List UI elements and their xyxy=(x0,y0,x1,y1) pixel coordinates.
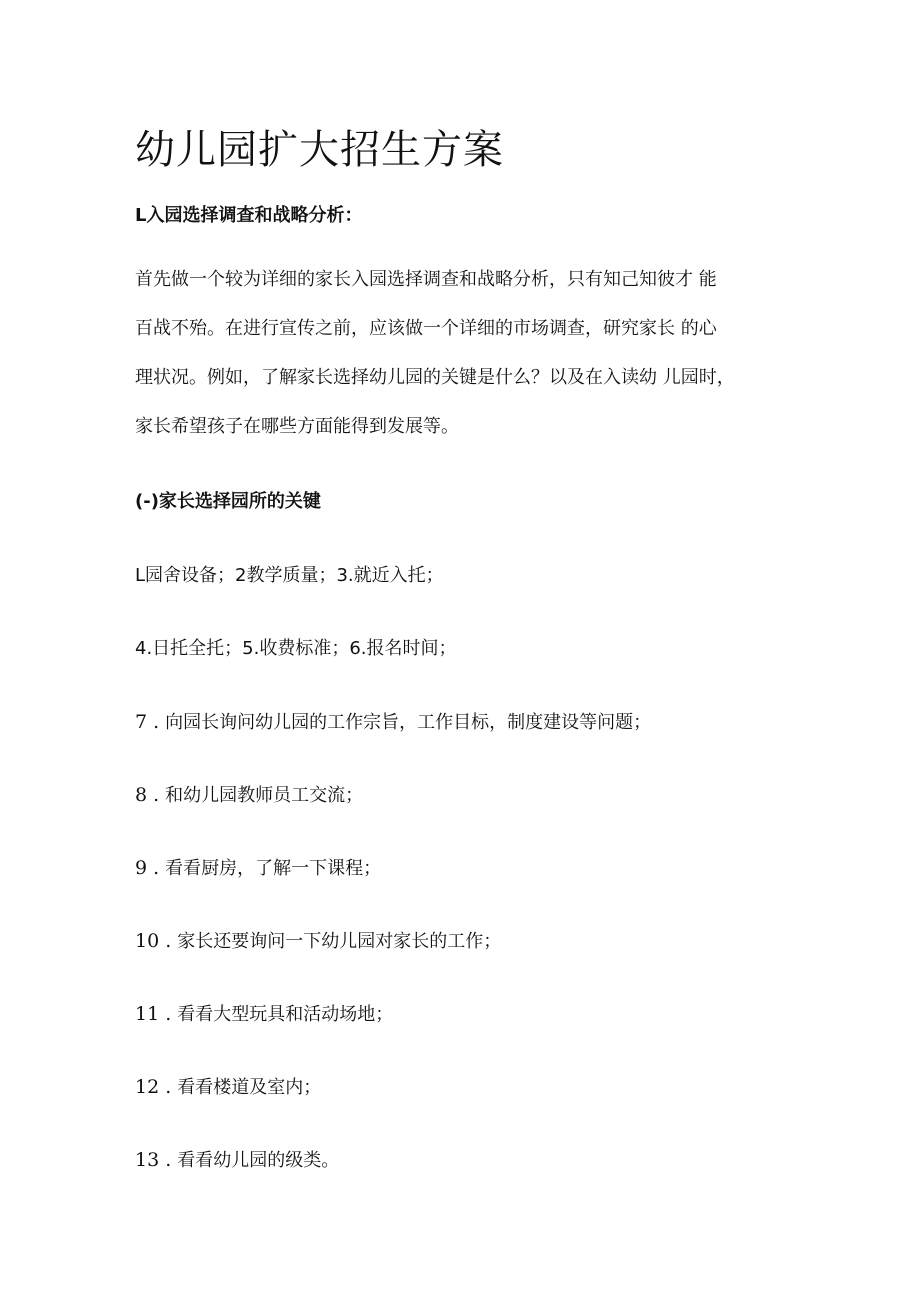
list-item-number: 12 . xyxy=(135,1076,172,1098)
list-item xyxy=(135,1001,393,1028)
list-item xyxy=(135,782,363,809)
list-item-text: 4.日托全托；5.收费标准；6.报名时间； xyxy=(135,638,457,659)
list-item-number: 10 . xyxy=(135,930,172,952)
list-item xyxy=(135,855,381,882)
list-item xyxy=(135,636,457,662)
list-item-text: 看看厨房，了解一下课程； xyxy=(165,858,382,879)
list-item xyxy=(135,563,444,589)
list-item-number: 11 . xyxy=(135,1003,172,1025)
list-item-text: 向园长询问幼儿园的工作宗旨，工作目标，制度建设等问题； xyxy=(165,712,652,733)
list-item xyxy=(135,928,501,955)
list-item-text: 看看幼儿园的级类。 xyxy=(177,1150,340,1171)
paragraph-line: 首先做一个较为详细的家长入园选择调查和战略分析，只有知己知彼才 能 xyxy=(135,269,717,290)
paragraph-line: 理状况。例如，了解家长选择幼儿园的关键是什么？以及在入读幼 儿园时， xyxy=(135,367,735,388)
list-item-number: 9 . xyxy=(135,857,160,879)
section-heading-keys: (-)家长选择园所的关键 xyxy=(135,491,321,512)
list-item-text: 看看楼道及室内； xyxy=(177,1077,322,1098)
section-heading-survey: L入园选择调查和战略分析： xyxy=(135,205,363,226)
list-item-number: 7 . xyxy=(135,711,160,733)
list-item-number: 8 . xyxy=(135,784,160,806)
list-item xyxy=(135,1074,321,1101)
paragraph-line: 家长希望孩子在哪些方面能得到发展等。 xyxy=(135,416,459,437)
list-item xyxy=(135,1147,339,1174)
list-item xyxy=(135,709,651,736)
list-item-text: 和幼儿园教师员工交流； xyxy=(165,785,364,806)
paragraph-line: 百战不殆。在进行宣传之前，应该做一个详细的市场调查，研究家长 的心 xyxy=(135,318,717,339)
list-item-text: L园舍设备；2教学质量；3.就近入托； xyxy=(135,565,444,586)
document-title: 幼儿园扩大招生方案 xyxy=(135,127,504,173)
list-item-number: 13 . xyxy=(135,1149,172,1171)
list-item-text: 家长还要询问一下幼儿园对家长的工作； xyxy=(177,931,502,952)
list-item-text: 看看大型玩具和活动场地； xyxy=(177,1004,394,1025)
